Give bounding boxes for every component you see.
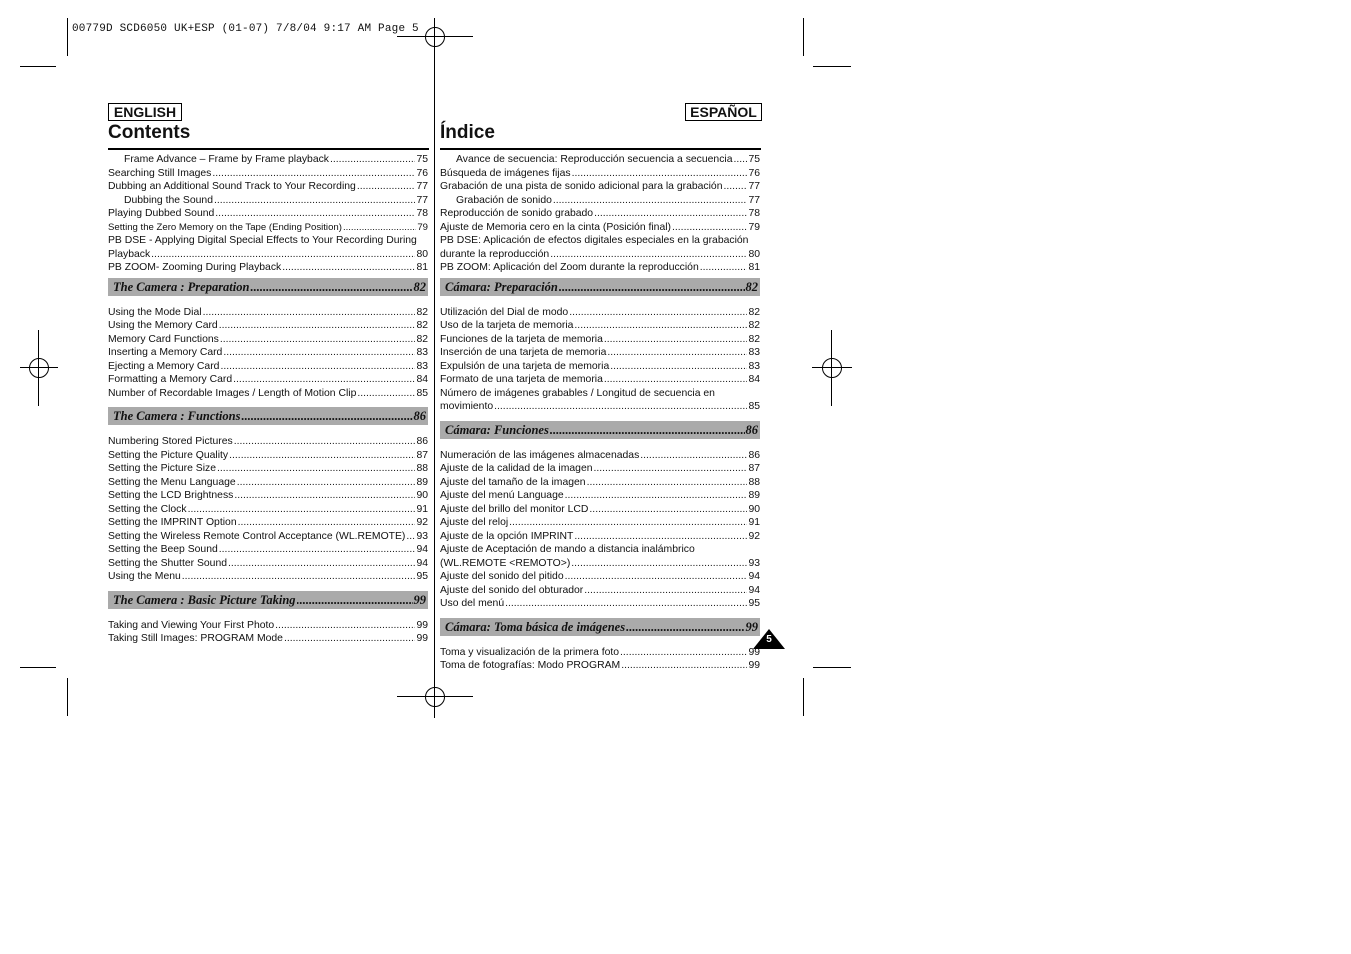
toc-entry-label: Setting the Picture Quality bbox=[108, 449, 229, 461]
toc-entry-page: 81 bbox=[416, 262, 428, 273]
leader-dots bbox=[223, 346, 415, 360]
toc-entry-page: 79 bbox=[417, 221, 428, 233]
toc-entry-label: Toma y visualización de la primera foto bbox=[440, 646, 620, 658]
toc-entry-label: Avance de secuencia: Reproducción secuencia a secuencia bbox=[456, 154, 733, 165]
toc-entry bbox=[440, 503, 760, 517]
toc-entry-label: Playing Dubbed Sound bbox=[108, 208, 215, 219]
toc-entry-page: 94 bbox=[416, 544, 428, 555]
toc-entry bbox=[440, 306, 760, 320]
toc-entry-page: 86 bbox=[416, 436, 428, 447]
toc-entry-label: Grabación de una pista de sonido adicional para la grabación bbox=[440, 181, 723, 192]
toc-entry bbox=[440, 400, 760, 414]
toc-entry-page: 77 bbox=[748, 194, 760, 206]
toc-entry-label: Ajuste del tamaño de la imagen bbox=[440, 476, 586, 488]
toc-entry-page: 92 bbox=[416, 517, 428, 528]
leader-dots bbox=[343, 221, 416, 235]
toc-entry bbox=[108, 557, 428, 571]
section-title: Cámara: Funciones bbox=[445, 422, 549, 437]
leader-dots bbox=[574, 530, 747, 544]
section-page: 86 bbox=[413, 409, 426, 423]
toc-entry-label: (WL.REMOTE <REMOTO>) bbox=[440, 557, 571, 569]
toc-entry-label: PB ZOOM: Aplicación del Zoom durante la reproducción bbox=[440, 262, 699, 273]
toc-entry bbox=[440, 153, 760, 167]
toc-entry bbox=[108, 221, 428, 235]
toc-entry bbox=[440, 557, 760, 571]
toc-entry bbox=[440, 373, 760, 387]
toc-entry-page: 76 bbox=[416, 167, 428, 179]
toc-entry-page: 75 bbox=[748, 154, 760, 165]
toc-entry-label: Ajuste del brillo del monitor LCD bbox=[440, 503, 589, 515]
toc-entry bbox=[440, 597, 760, 611]
toc-entry bbox=[108, 319, 428, 333]
toc-entry-label: Searching Still Images bbox=[108, 167, 212, 179]
toc-entry-label: Numeración de las imágenes almacenadas bbox=[440, 449, 640, 461]
toc-entry-page: 84 bbox=[416, 374, 428, 385]
toc-entry-page: 80 bbox=[416, 248, 428, 260]
toc-text-line: Ajuste de Aceptación de mando a distancia inalámbrico bbox=[440, 544, 695, 555]
toc-entry-label: Ajuste de la calidad de la imagen bbox=[440, 463, 593, 474]
toc-entry-page: 77 bbox=[416, 194, 428, 206]
leader-dots bbox=[607, 346, 747, 360]
toc-entry-page: 75 bbox=[416, 154, 428, 165]
section-spacer bbox=[440, 611, 760, 615]
leader-dots bbox=[672, 221, 747, 235]
leader-dots bbox=[284, 632, 415, 646]
toc-entry-page: 77 bbox=[748, 181, 760, 192]
toc-entry bbox=[440, 194, 760, 208]
contents-title: Contents bbox=[108, 122, 191, 143]
toc-entry-label: Using the Memory Card bbox=[108, 320, 218, 331]
toc-entry-label: Inserción de una tarjeta de memoria bbox=[440, 347, 607, 358]
toc-entry-page: 83 bbox=[416, 360, 428, 372]
leader-dots bbox=[565, 570, 748, 584]
toc-entry-label: Expulsión de una tarjeta de memoria bbox=[440, 360, 610, 372]
toc-entry-label: Grabación de sonido bbox=[456, 194, 552, 206]
section-title: The Camera : Functions bbox=[113, 409, 241, 423]
leader-dots bbox=[494, 400, 747, 414]
toc-entry bbox=[108, 387, 428, 401]
toc-entry-page: 78 bbox=[416, 208, 428, 219]
toc-entry bbox=[108, 333, 428, 347]
toc-entry bbox=[108, 306, 428, 320]
toc-entry-label: Ejecting a Memory Card bbox=[108, 360, 220, 372]
toc-entry bbox=[440, 167, 760, 181]
leader-dots bbox=[640, 449, 747, 463]
toc-entry-page: 76 bbox=[748, 167, 760, 179]
toc-entry-label: Inserting a Memory Card bbox=[108, 347, 223, 358]
toc-entry-label: Playback bbox=[108, 248, 151, 260]
toc-entry-label: Ajuste del sonido del obturador bbox=[440, 584, 584, 596]
leader-dots bbox=[229, 449, 415, 463]
leader-dots bbox=[219, 319, 416, 333]
toc-entry-label: Ajuste del menú Language bbox=[440, 490, 564, 501]
toc-entry-label: Setting the Clock bbox=[108, 503, 187, 515]
toc-entry-page: 82 bbox=[748, 333, 760, 345]
toc-entry bbox=[108, 360, 428, 374]
toc-entry bbox=[108, 516, 428, 530]
leader-dots bbox=[620, 646, 747, 660]
toc-entry-page: 89 bbox=[748, 490, 760, 501]
toc-entry bbox=[108, 167, 428, 181]
toc-entry-label: Búsqueda de imágenes fijas bbox=[440, 167, 571, 179]
leader-dots bbox=[182, 570, 416, 584]
section-spacer bbox=[440, 414, 760, 418]
registration-mark-right bbox=[812, 330, 852, 406]
leader-dots bbox=[214, 194, 415, 208]
section-page: 82 bbox=[413, 279, 426, 294]
toc-entry bbox=[440, 333, 760, 347]
toc-entry bbox=[108, 530, 428, 544]
toc-text-line: PB DSE - Applying Digital Special Effects to Your Recording During bbox=[108, 235, 417, 246]
toc-entry-label: durante la reproducción bbox=[440, 248, 550, 260]
leader-dots bbox=[594, 207, 747, 221]
toc-entry bbox=[108, 632, 428, 646]
toc-entry-page: 93 bbox=[416, 530, 428, 542]
toc-entry-label: Taking and Viewing Your First Photo bbox=[108, 619, 275, 631]
leader-dots bbox=[228, 557, 415, 571]
toc-entry-page: 78 bbox=[748, 208, 760, 219]
toc-entry-page: 83 bbox=[748, 347, 760, 358]
section-title: Cámara: Toma básica de imágenes bbox=[445, 619, 626, 634]
leader-dots bbox=[509, 516, 747, 530]
leader-dots bbox=[723, 180, 747, 194]
leader-dots bbox=[233, 373, 415, 387]
toc-entry bbox=[108, 435, 428, 449]
toc-entry-page: 94 bbox=[748, 571, 760, 582]
leader-dots bbox=[203, 306, 416, 320]
toc-entry bbox=[108, 543, 428, 557]
leader-dots bbox=[241, 407, 412, 425]
toc-entry bbox=[108, 462, 428, 476]
leader-dots bbox=[553, 194, 748, 208]
registration-mark-left bbox=[20, 330, 58, 406]
toc-entry-page: 85 bbox=[748, 401, 760, 412]
toc-entry-page: 92 bbox=[748, 530, 760, 542]
section-page: 99 bbox=[745, 619, 758, 634]
leader-dots bbox=[610, 360, 747, 374]
leader-dots bbox=[571, 557, 747, 571]
toc-entry-label: Formatting a Memory Card bbox=[108, 374, 233, 385]
leader-dots bbox=[297, 591, 413, 609]
leader-dots bbox=[505, 597, 747, 611]
toc-entry-label: Using the Mode Dial bbox=[108, 306, 202, 318]
toc-entry-label: Setting the Zero Memory on the Tape (Ending Position) bbox=[108, 221, 342, 233]
leader-dots bbox=[734, 153, 748, 167]
toc-entry bbox=[440, 360, 760, 374]
language-tag-espanol: ESPAÑOL bbox=[685, 103, 762, 121]
toc-entry bbox=[440, 221, 760, 235]
toc-entry bbox=[440, 489, 760, 503]
section-heading bbox=[440, 278, 760, 296]
leader-dots bbox=[234, 435, 416, 449]
toc-entry bbox=[440, 180, 760, 194]
section-page: 86 bbox=[745, 422, 758, 437]
indice-title: Índice bbox=[440, 122, 495, 143]
toc-entry-page: 86 bbox=[748, 449, 760, 461]
toc-entry bbox=[108, 476, 428, 490]
toc-entry bbox=[440, 584, 760, 598]
toc-entry-page: 89 bbox=[416, 476, 428, 488]
leader-dots bbox=[406, 530, 415, 544]
leader-dots bbox=[217, 462, 415, 476]
leader-dots bbox=[219, 543, 416, 557]
toc-entry-page: 95 bbox=[748, 598, 760, 609]
leader-dots bbox=[604, 373, 748, 387]
toc-entry-label: Using the Menu bbox=[108, 571, 181, 582]
toc-entry-label: Number of Recordable Images / Length of Motion Clip bbox=[108, 387, 357, 399]
leader-dots bbox=[151, 248, 415, 262]
toc-entry-label: Setting the Menu Language bbox=[108, 476, 236, 488]
toc-entry bbox=[108, 248, 428, 262]
toc-entry bbox=[108, 570, 428, 584]
toc-entry-label: Setting the IMPRINT Option bbox=[108, 517, 237, 528]
toc-entry-page: 77 bbox=[416, 181, 428, 192]
toc-entry bbox=[440, 646, 760, 660]
toc-entry bbox=[440, 530, 760, 544]
toc-entry bbox=[108, 207, 428, 221]
leader-dots bbox=[237, 476, 416, 490]
section-title: The Camera : Preparation bbox=[113, 279, 250, 294]
leader-dots bbox=[215, 207, 415, 221]
toc-entry-label: Formato de una tarjeta de memoria bbox=[440, 374, 603, 385]
toc-entry-page: 88 bbox=[748, 476, 760, 488]
toc-entry-page: 85 bbox=[416, 387, 428, 399]
toc-entry-page: 88 bbox=[416, 463, 428, 474]
english-toc bbox=[108, 153, 428, 646]
leader-dots bbox=[626, 618, 744, 636]
leader-dots bbox=[188, 503, 416, 517]
toc-entry-label: Memory Card Functions bbox=[108, 333, 219, 345]
toc-entry-label: PB ZOOM- Zooming During Playback bbox=[108, 262, 282, 273]
toc-entry-page: 95 bbox=[416, 571, 428, 582]
leader-dots bbox=[584, 584, 747, 598]
toc-entry-page: 90 bbox=[748, 503, 760, 515]
leader-dots bbox=[234, 489, 415, 503]
leader-dots bbox=[550, 248, 747, 262]
toc-entry bbox=[108, 503, 428, 517]
leader-dots bbox=[238, 516, 416, 530]
toc-entry-label: Setting the Wireless Remote Control Acceptance (WL.REMOTE) bbox=[108, 530, 406, 542]
toc-entry-label: Setting the Picture Size bbox=[108, 463, 217, 474]
toc-entry bbox=[108, 373, 428, 387]
leader-dots bbox=[220, 360, 415, 374]
toc-entry-page: 81 bbox=[748, 262, 760, 273]
toc-entry-label: Taking Still Images: PROGRAM Mode bbox=[108, 633, 283, 644]
registration-mark-top bbox=[397, 18, 473, 58]
toc-entry-page: 91 bbox=[748, 517, 760, 528]
toc-entry-page: 82 bbox=[416, 333, 428, 345]
page-number: 5 bbox=[766, 634, 772, 645]
leader-dots bbox=[587, 476, 748, 490]
leader-dots bbox=[357, 180, 416, 194]
toc-entry-label: Ajuste del sonido del pitido bbox=[440, 571, 564, 582]
toc-entry-page: 87 bbox=[416, 449, 428, 461]
toc-entry-label: Frame Advance – Frame by Frame playback bbox=[124, 154, 330, 165]
section-title: The Camera : Basic Picture Taking bbox=[113, 592, 296, 607]
toc-entry bbox=[108, 153, 428, 167]
toc-entry bbox=[108, 449, 428, 463]
toc-text-line: PB DSE: Aplicación de efectos digitales especiales en la grabación bbox=[440, 235, 749, 246]
leader-dots bbox=[330, 153, 415, 167]
toc-entry-page: 93 bbox=[748, 557, 760, 569]
leader-dots bbox=[621, 659, 747, 673]
toc-entry-page: 84 bbox=[748, 374, 760, 385]
toc-entry-label: Ajuste del reloj bbox=[440, 517, 509, 528]
espanol-toc bbox=[440, 153, 760, 673]
section-title: Cámara: Preparación bbox=[445, 279, 558, 294]
toc-entry-label: Reproducción de sonido grabado bbox=[440, 208, 594, 219]
leader-dots bbox=[565, 489, 748, 503]
toc-entry-page: 80 bbox=[748, 248, 760, 260]
toc-entry-page: 94 bbox=[748, 584, 760, 596]
toc-entry-page: 83 bbox=[748, 360, 760, 372]
leader-dots bbox=[569, 306, 747, 320]
toc-entry bbox=[440, 248, 760, 262]
toc-entry-page: 82 bbox=[748, 320, 760, 331]
toc-entry bbox=[108, 180, 428, 194]
leader-dots bbox=[574, 319, 747, 333]
leader-dots bbox=[700, 261, 748, 275]
leader-dots bbox=[550, 421, 745, 439]
toc-entry-label: Setting the LCD Brightness bbox=[108, 490, 234, 501]
section-spacer bbox=[108, 584, 428, 588]
toc-entry-label: Funciones de la tarjeta de memoria bbox=[440, 333, 603, 345]
language-tag-english: ENGLISH bbox=[108, 103, 182, 121]
toc-entry-page: 83 bbox=[416, 347, 428, 358]
section-page: 99 bbox=[413, 592, 426, 607]
toc-entry-label: Setting the Beep Sound bbox=[108, 544, 218, 555]
leader-dots bbox=[250, 278, 412, 296]
toc-entry-page: 94 bbox=[416, 557, 428, 569]
toc-entry bbox=[108, 194, 428, 208]
toc-entry-page: 90 bbox=[416, 490, 428, 501]
toc-entry bbox=[108, 261, 428, 275]
toc-entry-page: 99 bbox=[748, 660, 760, 671]
leader-dots bbox=[282, 261, 415, 275]
toc-entry bbox=[440, 476, 760, 490]
toc-entry-page: 82 bbox=[416, 306, 428, 318]
leader-dots bbox=[212, 167, 415, 181]
section-heading bbox=[108, 591, 428, 609]
toc-entry bbox=[440, 319, 760, 333]
toc-entry-page: 82 bbox=[748, 306, 760, 318]
toc-entry bbox=[440, 516, 760, 530]
toc-entry bbox=[440, 570, 760, 584]
leader-dots bbox=[572, 167, 748, 181]
leader-dots bbox=[594, 462, 748, 476]
toc-entry-label: Ajuste de la opción IMPRINT bbox=[440, 530, 574, 542]
section-heading bbox=[108, 278, 428, 296]
toc-entry-label: Numbering Stored Pictures bbox=[108, 436, 233, 447]
toc-entry bbox=[440, 207, 760, 221]
toc-entry bbox=[440, 659, 760, 673]
leader-dots bbox=[220, 333, 416, 347]
toc-entry bbox=[108, 489, 428, 503]
toc-entry bbox=[440, 261, 760, 275]
title-rule bbox=[440, 148, 761, 150]
section-page: 82 bbox=[745, 279, 758, 294]
print-header: 00779D SCD6050 UK+ESP (01-07) 7/8/04 9:17 AM Page 5 bbox=[72, 23, 419, 35]
section-heading bbox=[108, 407, 428, 425]
leader-dots bbox=[589, 503, 747, 517]
toc-text-line: Número de imágenes grabables / Longitud de secuencia en bbox=[440, 387, 715, 399]
leader-dots bbox=[559, 278, 745, 296]
toc-entry-page: 99 bbox=[416, 619, 428, 631]
toc-entry-label: Setting the Shutter Sound bbox=[108, 557, 228, 569]
title-rule bbox=[108, 148, 429, 150]
section-heading bbox=[440, 618, 760, 636]
leader-dots bbox=[357, 387, 415, 401]
toc-entry-page: 99 bbox=[748, 646, 760, 658]
toc-entry-label: Toma de fotografías: Modo PROGRAM bbox=[440, 660, 621, 671]
toc-entry-label: Dubbing the Sound bbox=[124, 194, 213, 206]
toc-entry-page: 99 bbox=[416, 633, 428, 644]
section-spacer bbox=[108, 400, 428, 404]
toc-entry bbox=[440, 346, 760, 360]
section-heading bbox=[440, 421, 760, 439]
toc-entry-label: Utilización del Dial de modo bbox=[440, 306, 569, 318]
toc-entry-label: Dubbing an Additional Sound Track to Your Recording bbox=[108, 181, 356, 192]
toc-entry bbox=[108, 346, 428, 360]
toc-entry bbox=[108, 619, 428, 633]
toc-entry bbox=[440, 462, 760, 476]
toc-entry-label: Uso de la tarjeta de memoria bbox=[440, 320, 574, 331]
registration-mark-bottom bbox=[397, 677, 473, 717]
toc-entry-page: 91 bbox=[416, 503, 428, 515]
leader-dots bbox=[275, 619, 415, 633]
toc-entry-page: 87 bbox=[748, 463, 760, 474]
toc-entry-label: Uso del menú bbox=[440, 598, 505, 609]
toc-entry-page: 79 bbox=[748, 221, 760, 233]
toc-entry-label: movimiento bbox=[440, 401, 494, 412]
toc-entry-label: Ajuste de Memoria cero en la cinta (Posición final) bbox=[440, 221, 672, 233]
leader-dots bbox=[604, 333, 748, 347]
toc-entry-page: 82 bbox=[416, 320, 428, 331]
toc-entry bbox=[440, 449, 760, 463]
